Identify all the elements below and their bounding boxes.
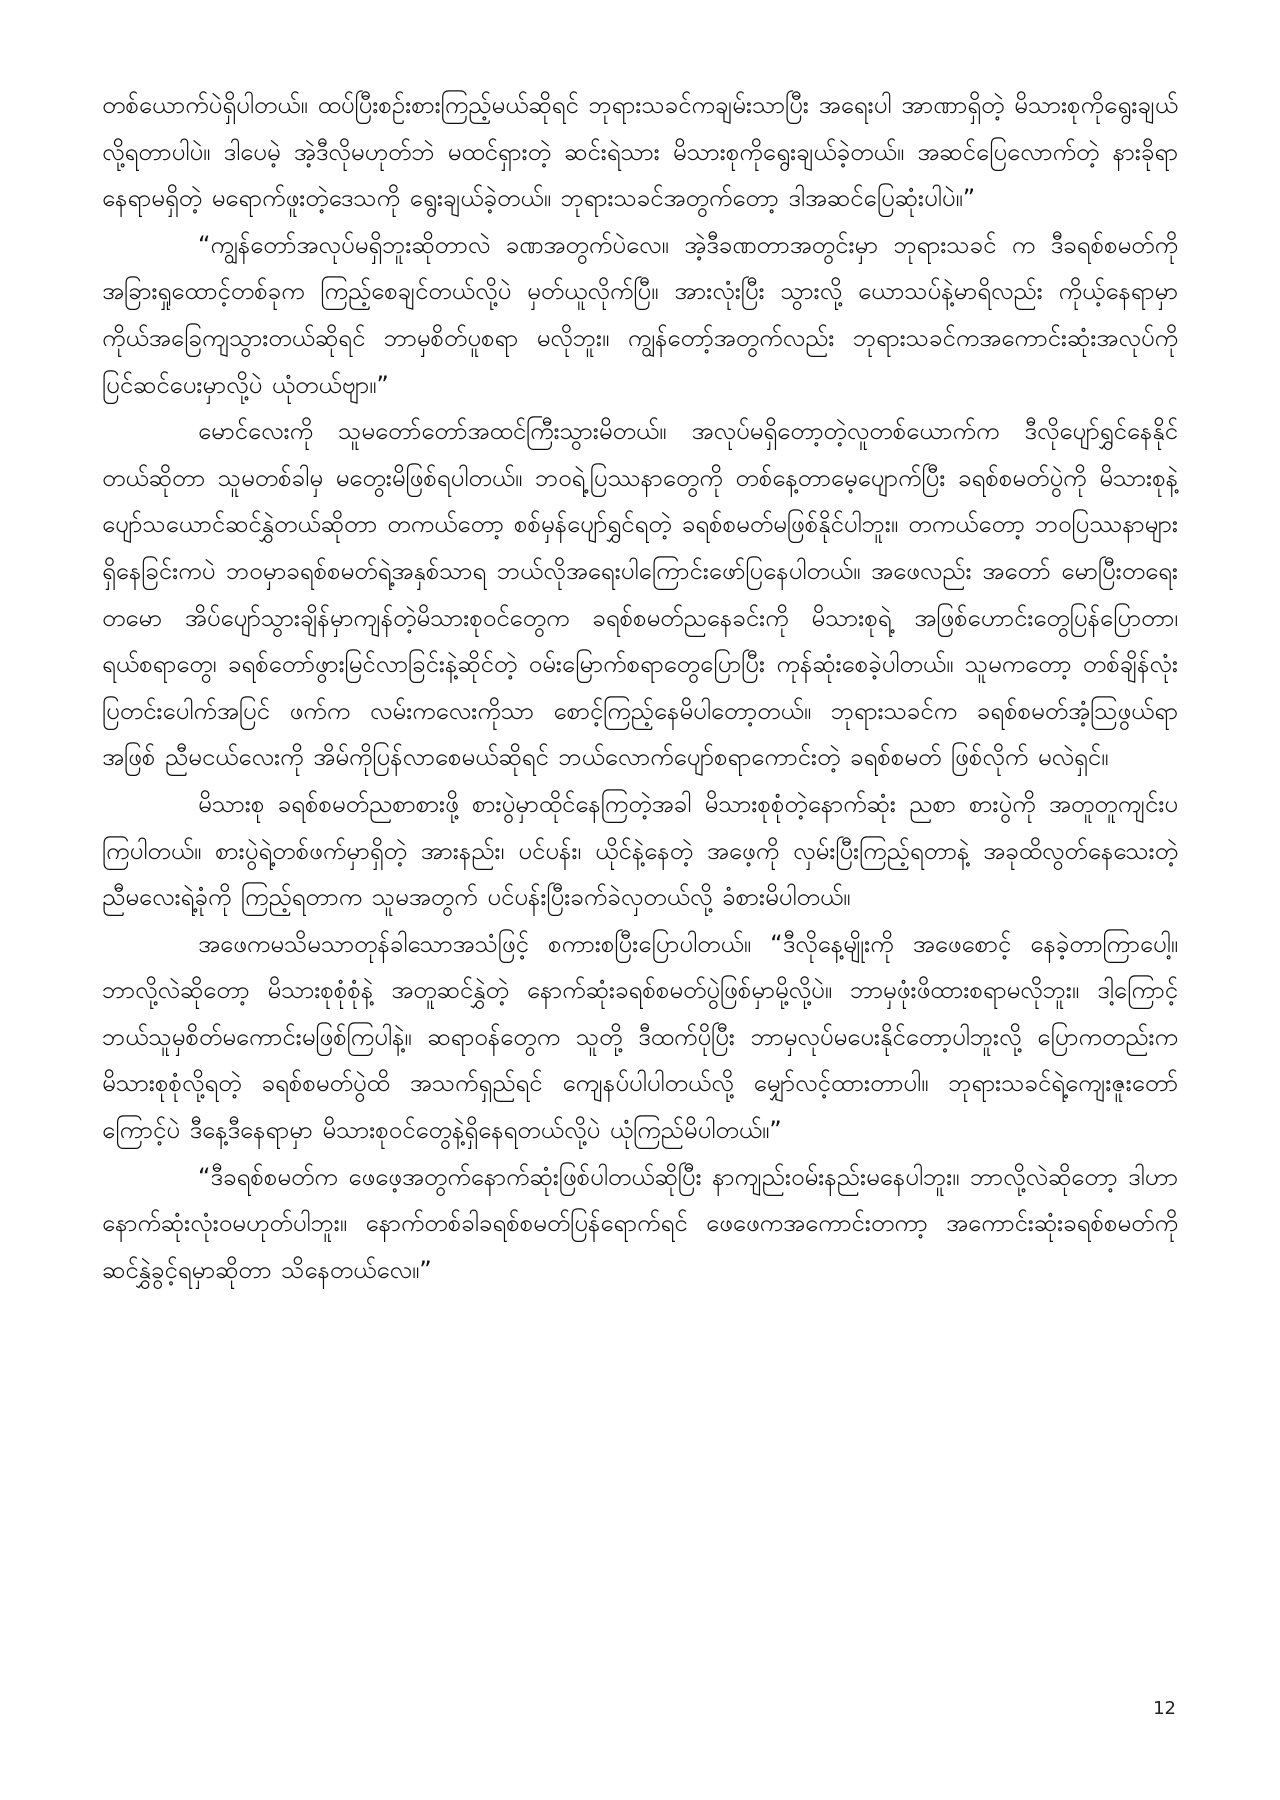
paragraph-1: တစ်ယောက်ပဲရှိပါတယ်။ ထပ်ပြီးစဉ်းစားကြည့်မယ်ဆိုရင် ဘုရားသခင်ကချမ်းသာပြီး အရေးပါ အာဏာရှိတဲ့ မိသားစုကိုရွေးချယ်လို့ရတာပါပဲ။ ဒါပေမဲ့ အဲ့ဒီလိုမဟုတ်ဘဲ မထင်ရှားတဲ့ ဆင်းရဲသား မိသားစုကိုရွေးချယ်ခဲ့တယ်။ အဆင်ပြေလောက်တဲ့ နားခိုရာနေရာမရှိတဲ့ မရောက်ဖူးတဲ့ဒေသကို ရွေးချယ်ခဲ့တယ်။ ဘုရားသခင်အတွက်တော့ ဒါအဆင်ပြေဆုံးပါပဲ။” [102,91,1178,213]
paragraph-2: “ကျွန်တော်အလုပ်မရှိဘူးဆိုတာလဲ ခဏအတွက်ပဲလေ။ အဲ့ဒီခဏတာအတွင်းမှာ ဘုရားသခင် က ဒီခရစ်စမတ်ကို အခြားရှုထောင့်တစ်ခုက ကြည့်စေချင်တယ်လို့ပဲ မှတ်ယူလိုက်ပြီ။ အားလုံးပြီး သွားလို့ ယောသပ်နဲ့မာရိလည်း ကိုယ့်နေရာမှာကိုယ်အခြေကျသွားတယ်ဆိုရင် ဘာမှစိတ်ပူစရာ မလိုဘူး။ ကျွန်တော့်အတွက်လည်း ဘုရားသခင်ကအကောင်းဆုံးအလုပ်ကို ပြင်ဆင်ပေးမှာလို့ပဲ ယုံတယ်ဗျာ။” [102,230,1178,399]
paragraph-3: မောင်လေးကို သူမတော်တော်အထင်ကြီးသွားမိတယ်။ အလုပ်မရှိတော့တဲ့လူတစ်ယောက်က ဒီလိုပျော်ရွှင်နေနိုင်တယ်ဆိုတာ သူမတစ်ခါမှ မတွေးမိဖြစ်ရပါတယ်။ ဘဝရဲ့ပြဿနာတွေကို တစ်နေ့တာမေ့ပျောက်ပြီး ခရစ်စမတ်ပွဲကို မိသားစုနဲ့ပျော်သယောင်ဆင်နွှဲတယ်ဆိုတာ တကယ်တော့ စစ်မှန်ပျော်ရွှင်ရတဲ့ ခရစ်စမတ်မဖြစ်နိုင်ပါဘူး။ တကယ်တော့ ဘဝပြဿနာများရှိနေခြင်းကပဲ ဘဝမှာခရစ်စမတ်ရဲ့အနှစ်သာရ ဘယ်လိုအရေးပါကြောင်းဖော်ပြနေပါတယ်။ အဖေလည်း အတော် မောပြီးတရေးတမော အိပ်ပျော်သွားချိန်မှာကျန်တဲ့မိသားစုဝင်တွေက ခရစ်စမတ်ညနေခင်းကို မိသားစုရဲ့ အဖြစ်ဟောင်းတွေပြန်ပြောတာ၊ ရယ်စရာတွေ၊ ခရစ်တော်ဖွားမြင်လာခြင်းနဲ့ဆိုင်တဲ့ ဝမ်းမြောက်စရာတွေပြောပြီး ကုန်ဆုံးစေခဲ့ပါတယ်။ သူမကတော့ တစ်ချိန်လုံးပြတင်းပေါက်အပြင် ဖက်က လမ်းကလေးကိုသာ စောင့်ကြည့်နေမိပါတော့တယ်။ ဘုရားသခင်က ခရစ်စမတ်အံ့သြဖွယ်ရာ အဖြစ် ညီမငယ်လေးကို အိမ်ကိုပြန်လာစေမယ်ဆိုရင် ဘယ်လောက်ပျော်စရာကောင်းတဲ့ ခရစ်စမတ် ဖြစ်လိုက် မလဲရှင်။ [102,417,1178,772]
document-body [102,82,1178,1293]
page-number: 12 [1153,1698,1176,1719]
paragraph-4: မိသားစု ခရစ်စမတ်ညစာစားဖို့ စားပွဲမှာထိုင်နေကြတဲ့အခါ မိသားစုစုံတဲ့နောက်ဆုံး ညစာ စားပွဲကို အတူတူကျင်းပကြပါတယ်။ စားပွဲရဲ့တစ်ဖက်မှာရှိတဲ့ အားနည်း၊ ပင်ပန်း၊ ယိုင်နဲ့နေတဲ့ အဖေ့ကို လှမ်းပြီးကြည့်ရတာနဲ့ အခုထိလွတ်နေသေးတဲ့ ညီမလေးရဲ့ခုံကို ကြည့်ရတာက သူမအတွက် ပင်ပန်းပြီးခက်ခဲလှတယ်လို့ ခံစားမိပါတယ်။ [102,789,1178,912]
paragraph-6: “ဒီခရစ်စမတ်က ဖေဖေ့အတွက်နောက်ဆုံးဖြစ်ပါတယ်ဆိုပြီး နာကျည်းဝမ်းနည်းမနေပါဘူး။ ဘာလို့လဲဆိုတော့ ဒါဟာနောက်ဆုံးလုံးဝမဟုတ်ပါဘူး။ နောက်တစ်ခါခရစ်စမတ်ပြန်ရောက်ရင် ဖေဖေကအကောင်းတကာ့ အကောင်းဆုံးခရစ်စမတ်ကို ဆင်နွှဲခွင့်ရမှာဆိုတာ သိနေတယ်လေ။” [102,1162,1178,1284]
paragraph-5: အဖေကမသိမသာတုန်ခါသောအသံဖြင့် စကားစပြီးပြောပါတယ်။ “ဒီလိုနေ့မျိုးကို အဖေစောင့် နေခဲ့တာကြာပေါ့။ ဘာလို့လဲဆိုတော့ မိသားစုစုံစုံနဲ့ အတူဆင်နွှဲတဲ့ နောက်ဆုံးခရစ်စမတ်ပွဲဖြစ်မှာမို့လို့ပဲ။ ဘာမှဖုံးဖိထားစရာမလိုဘူး။ ဒါ့ကြောင့် ဘယ်သူမှစိတ်မကောင်းမဖြစ်ကြပါနဲ့။ ဆရာဝန်တွေက သူတို့ ဒီထက်ပိုပြီး ဘာမှလုပ်မပေးနိုင်တော့ပါဘူးလို့ ပြောကတည်းက မိသားစုစုံလို့ရတဲ့ ခရစ်စမတ်ပွဲထိ အသက်ရှည်ရင် ကျေနပ်ပါပါတယ်လို့ မျှော်လင့်ထားတာပါ။ ဘုရားသခင်ရဲ့ကျေးဇူးတော်ကြောင့်ပဲ ဒီနေ့ဒီနေရာမှာ မိသားစုဝင်တွေနဲ့ရှိနေရတယ်လို့ပဲ ယုံကြည်မိပါတယ်။” [102,929,1178,1145]
